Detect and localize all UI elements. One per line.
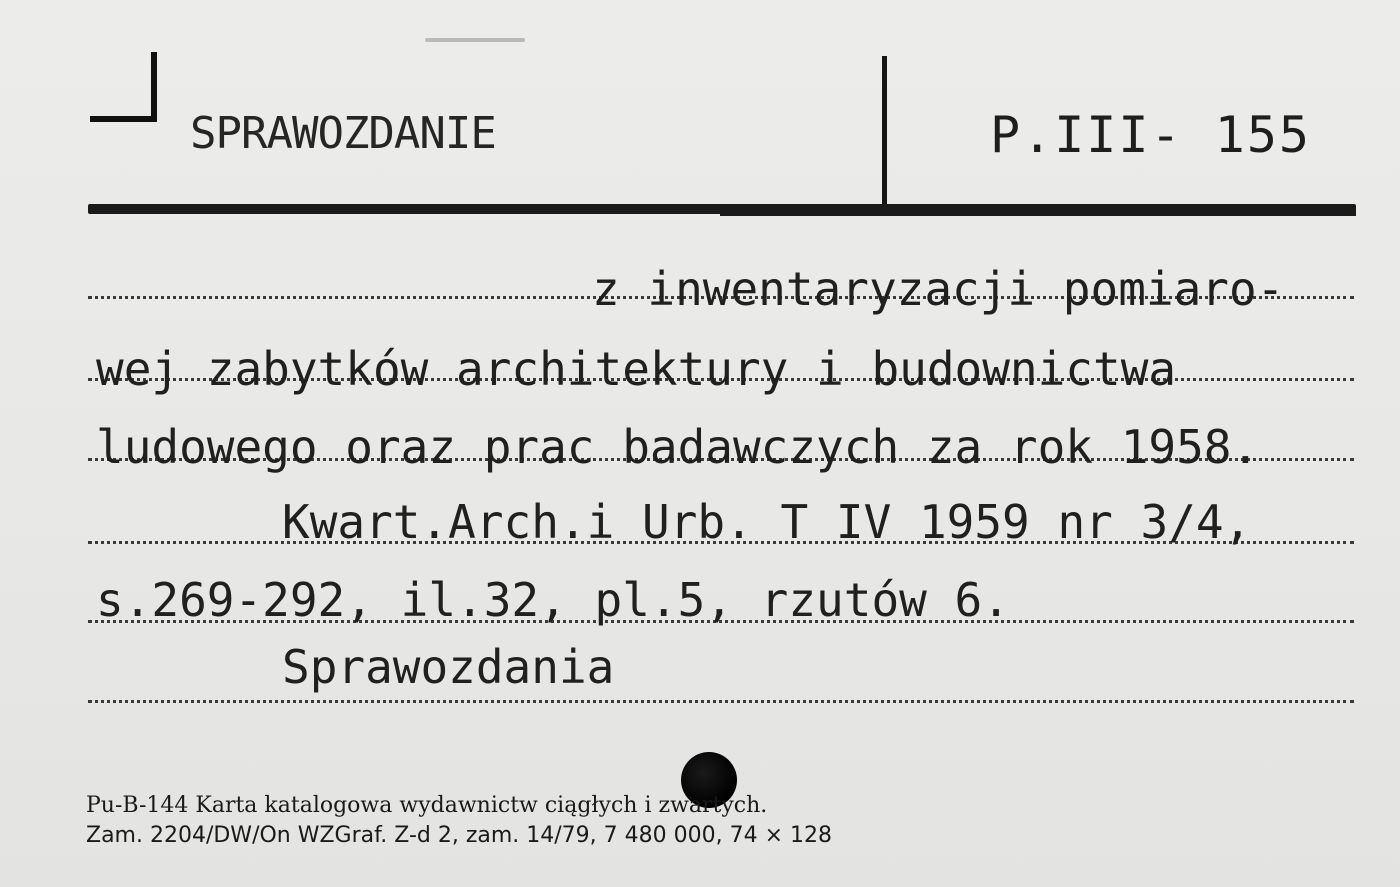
header-rule-lower: [720, 212, 1356, 216]
corner-mark-vertical: [151, 52, 157, 122]
body-line-6: Sprawozdania: [282, 640, 615, 694]
footer-line-2: Zam. 2204/DW/On WZGraf. Z-d 2, zam. 14/79, 7 480 000, 74 × 128: [86, 823, 833, 848]
ink-smudge: [425, 38, 525, 42]
corner-mark-horizontal: [90, 116, 157, 122]
body-line-4: Kwart.Arch.i Urb. T IV 1959 nr 3/4,: [282, 495, 1252, 549]
body-line-3: ludowego oraz prac badawczych za rok 1958.: [96, 420, 1260, 474]
dotted-line: [88, 700, 1354, 703]
shelfmark: P.III- 155: [990, 106, 1312, 164]
body-line-5: s.269-292, il.32, pl.5, rzutów 6.: [96, 573, 1010, 627]
body-line-1: z inwentaryzacji pomiaro-: [592, 262, 1285, 316]
card-title: SPRAWOZDANIE: [190, 108, 496, 159]
body-line-2: wej zabytków architektury i budownictwa: [96, 342, 1177, 396]
header-divider: [882, 56, 887, 208]
footer-line-1: Pu-B-144 Karta katalogowa wydawnictw ciągłych i zwartych.: [86, 793, 768, 818]
